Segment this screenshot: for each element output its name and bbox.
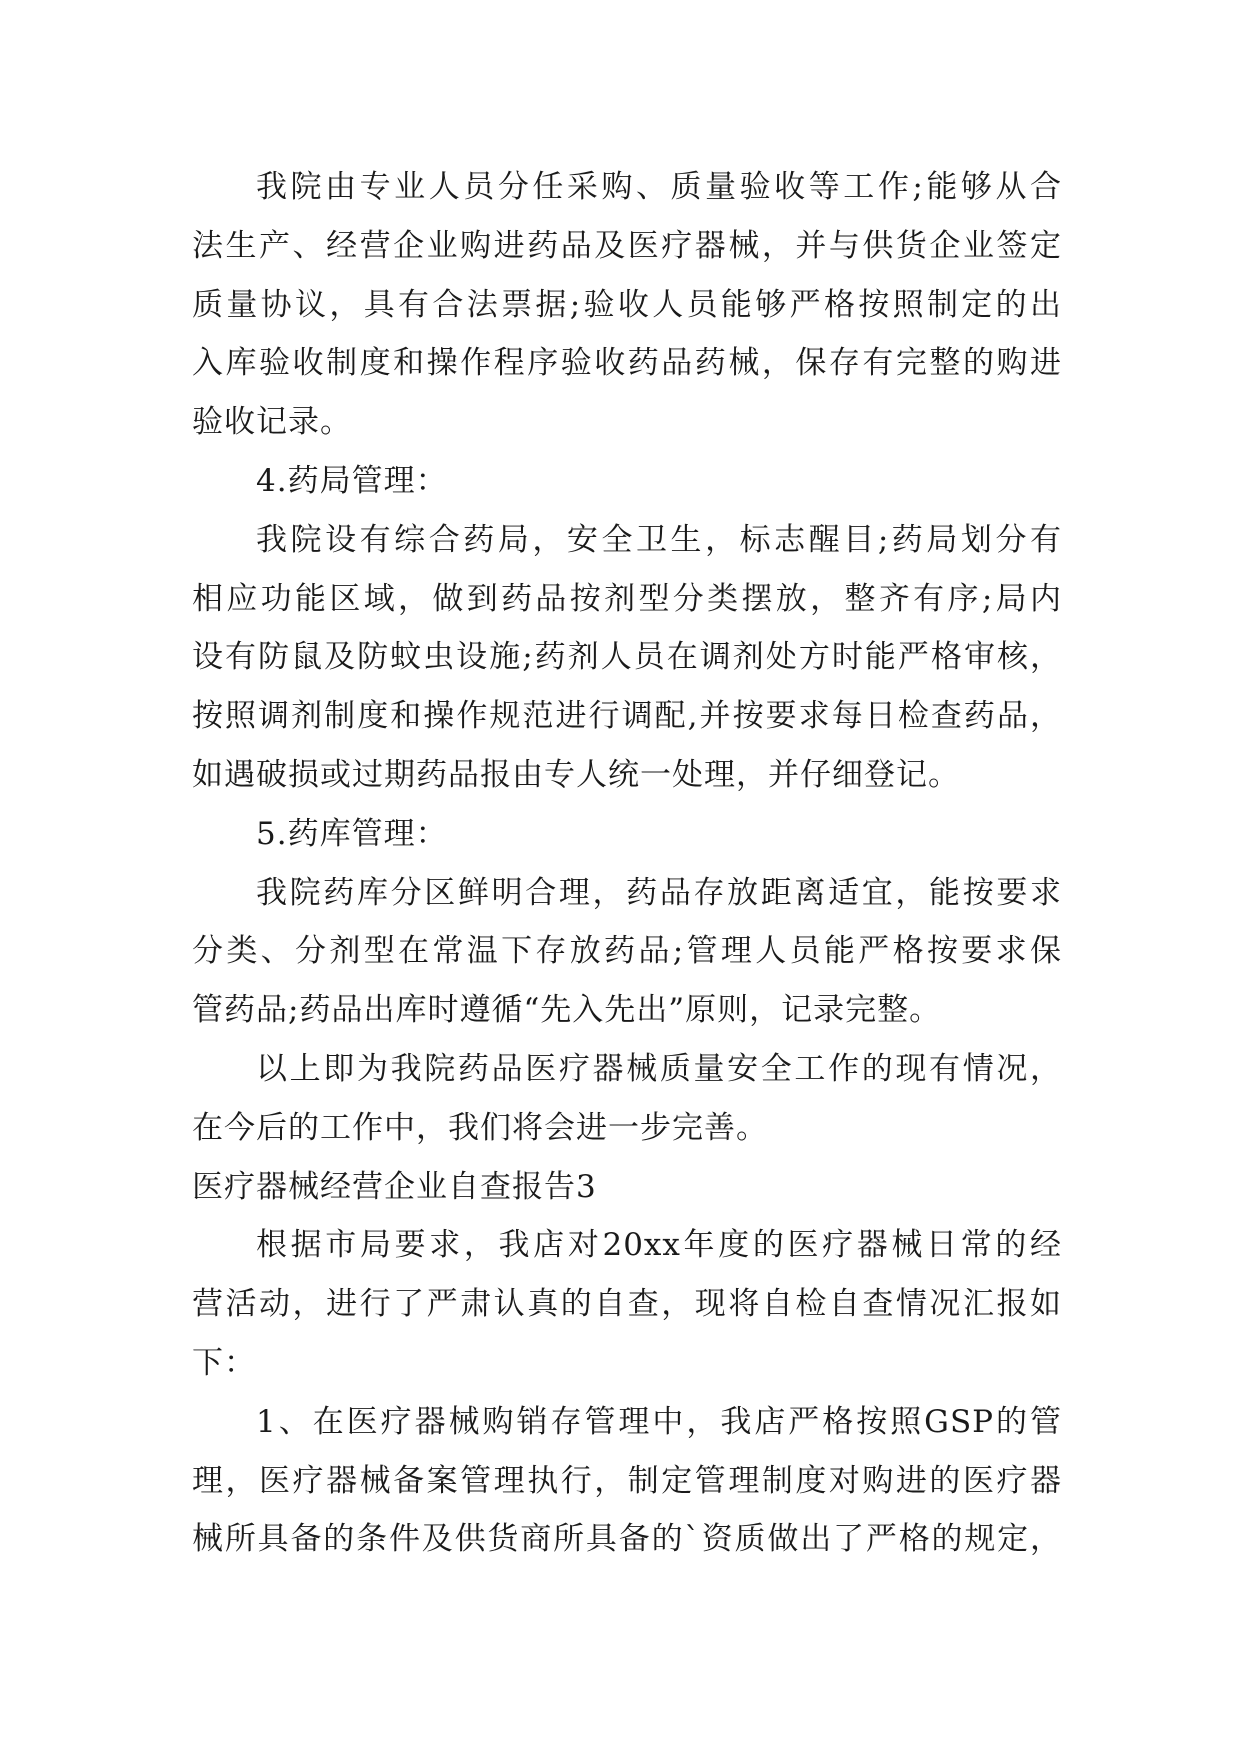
text-line: 5.药库管理： <box>256 815 448 852</box>
text-line: 我院由专业人员分任采购、质量验收等工作;能够从合 <box>256 169 1062 205</box>
text-line: 管药品;药品出库时遵循“先入先出”原则，记录完整。 <box>192 992 942 1029</box>
text-line: 4.药局管理： <box>256 462 448 499</box>
text-line: 医疗器械经营企业自查报告3 <box>192 1168 597 1205</box>
text-line: 根据市局要求，我店对20xx年度的医疗器械日常的经 <box>256 1227 1062 1264</box>
text-line: 验收记录。 <box>192 404 352 441</box>
text-line: 下： <box>192 1344 256 1381</box>
text-line: 法生产、经营企业购进药品及医疗器械，并与供货企业签定 <box>192 227 1062 264</box>
text-line: 以上即为我院药品医疗器械质量安全工作的现有情况， <box>256 1050 1062 1087</box>
text-line: 营活动，进行了严肃认真的自查，现将自检自查情况汇报如 <box>192 1286 1062 1323</box>
text-line: 理，医疗器械备案管理执行，制定管理制度对购进的医疗器 <box>192 1462 1062 1499</box>
text-line: 如遇破损或过期药品报由专人统一处理，并仔细登记。 <box>192 756 960 793</box>
text-line: 设有防鼠及防蚊虫设施;药剂人员在调剂处方时能严格审核， <box>192 639 1062 676</box>
text-line: 分类、分剂型在常温下存放药品;管理人员能严格按要求保 <box>192 933 1062 970</box>
document-body <box>192 158 1062 1569</box>
text-line: 相应功能区域，做到药品按剂型分类摆放，整齐有序;局内 <box>192 580 1062 617</box>
text-line: 入库验收制度和操作程序验收药品药械，保存有完整的购进 <box>192 345 1062 382</box>
text-line: 我院设有综合药局，安全卫生，标志醒目;药局划分有 <box>256 521 1062 558</box>
text-line: 在今后的工作中，我们将会进一步完善。 <box>192 1109 768 1146</box>
text-line: 械所具备的条件及供货商所具备的`资质做出了严格的规定， <box>192 1521 1062 1558</box>
text-line: 我院药库分区鲜明合理，药品存放距离适宜，能按要求 <box>256 874 1062 911</box>
text-line: 质量协议，具有合法票据;验收人员能够严格按照制定的出 <box>192 286 1062 323</box>
text-line: 按照调剂制度和操作规范进行调配,并按要求每日检查药品， <box>192 698 1062 735</box>
text-line: 1、在医疗器械购销存管理中，我店严格按照GSP的管 <box>256 1403 1062 1440</box>
